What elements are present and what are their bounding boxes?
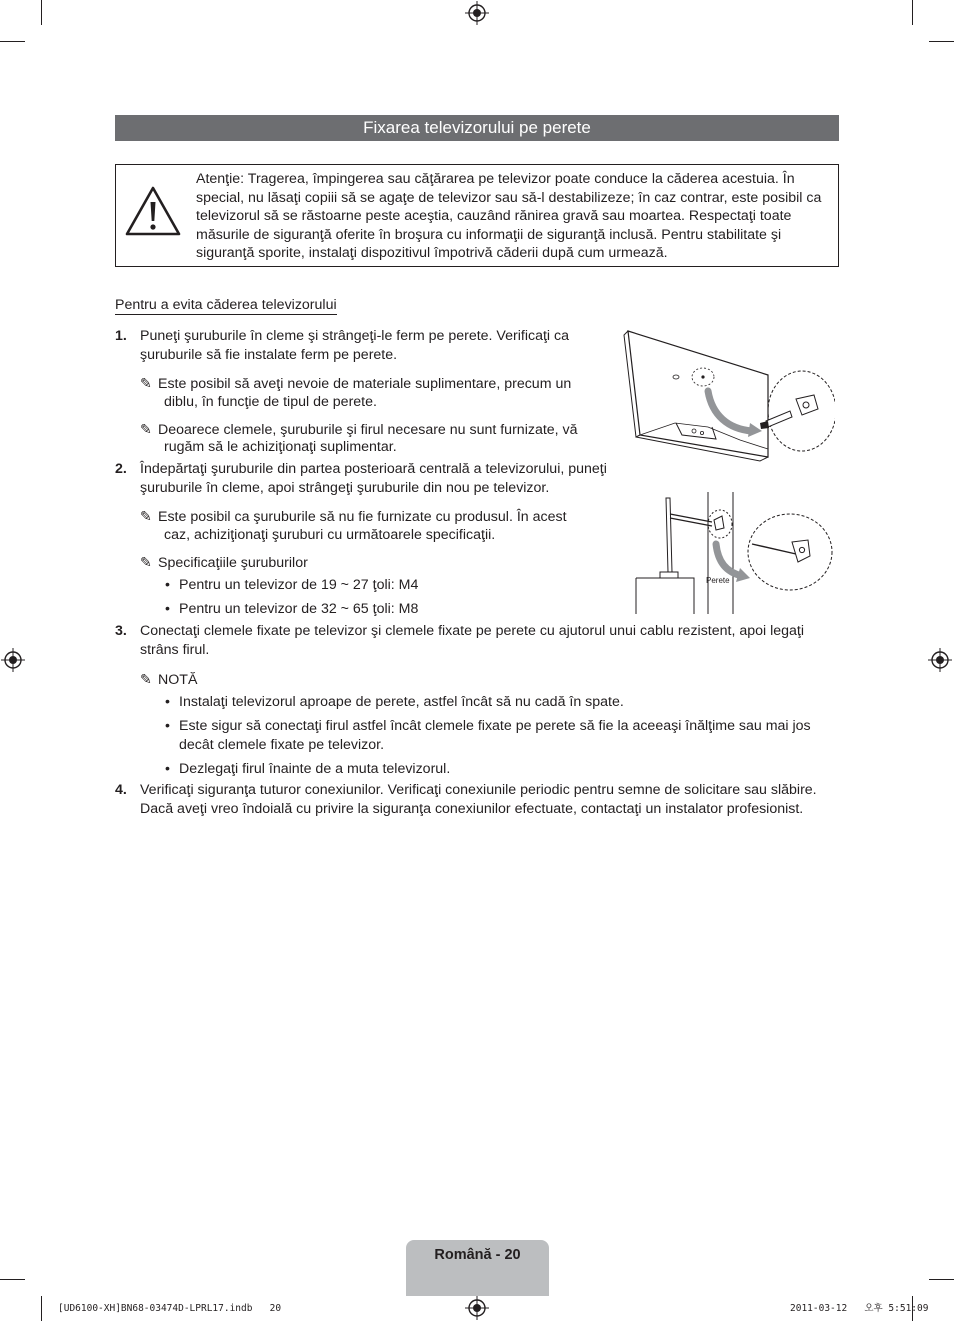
list-item-text: decât clemele fixate pe televizor. xyxy=(179,737,385,753)
step-text: strâns firul. xyxy=(140,642,210,658)
note-text: Deoarece clemele, şuruburile şi firul necesare nu sunt furnizate, vă xyxy=(158,422,578,438)
note-text: Specificaţiile şuruburilor xyxy=(158,555,308,571)
step-number: 1. xyxy=(115,328,127,344)
step-text: şuruburile să fie instalate ferm pe perete. xyxy=(140,347,398,363)
step-text: şuruburile în cleme, apoi strângeţi şuruburile din nou pe televizor. xyxy=(140,480,550,496)
list-item-text: Este sigur să conectaţi firul astfel încât clemele fixate pe perete să fie la aceeaşi înălţime sau mai jos xyxy=(179,718,811,734)
step-number: 4. xyxy=(115,782,127,798)
registration-mark-icon xyxy=(465,1,489,25)
list-item-text: Pentru un televizor de 19 ~ 27 ţoli: M4 xyxy=(179,577,419,593)
registration-mark-icon xyxy=(928,648,952,672)
step-number: 3. xyxy=(115,623,127,639)
list-item-text: Instalaţi televizorul aproape de perete, astfel încât să nu cadă în spate. xyxy=(179,694,624,710)
tv-wall-mount-illustration xyxy=(620,325,835,470)
crop-mark xyxy=(0,1279,25,1280)
step-text: Îndepărtaţi şuruburile din partea posterioară centrală a televizorului, puneţi xyxy=(140,461,607,477)
note-text: Este posibil să aveţi nevoie de materiale suplimentare, precum un xyxy=(158,376,572,392)
list-item-text: Pentru un televizor de 32 ~ 65 ţoli: M8 xyxy=(179,601,419,617)
step-text: Puneţi şuruburile în cleme şi strângeţi-le ferm pe perete. Verificaţi ca xyxy=(140,328,569,344)
crop-mark xyxy=(41,1296,42,1321)
note-item xyxy=(140,507,567,527)
note-text: diblu, în funcţie de tipul de perete. xyxy=(164,394,377,410)
print-info-right: 2011-03-12 오후 5:51:09 xyxy=(790,1303,929,1314)
note-text: caz, achiziţionaţi şuruburi cu următoarele specificaţii. xyxy=(164,527,496,543)
note-item xyxy=(140,553,308,573)
warning-box xyxy=(115,164,839,267)
crop-mark xyxy=(929,41,954,42)
crop-mark xyxy=(912,0,913,25)
section-heading: Pentru a evita căderea televizorului xyxy=(115,297,337,313)
page-number: Română - 20 xyxy=(434,1247,521,1263)
registration-mark-icon xyxy=(1,648,25,672)
registration-mark-icon xyxy=(465,1296,489,1320)
page-title: Fixarea televizorului pe perete xyxy=(115,115,839,141)
warning-text xyxy=(196,170,824,263)
wall-label: Perete xyxy=(706,576,730,585)
note-pencil-icon: ✎ xyxy=(140,554,152,570)
note-pencil-icon: ✎ xyxy=(140,671,152,687)
note-item xyxy=(140,670,197,690)
note-label: NOTĂ xyxy=(158,672,198,688)
note-pencil-icon: ✎ xyxy=(140,375,152,391)
crop-mark xyxy=(41,0,42,25)
crop-mark xyxy=(0,41,25,42)
step-text: Dacă aveţi vreo îndoială cu privire la siguranţa conexiunilor efectuate, contactaţi un instalator profesionist. xyxy=(140,801,804,817)
warning-label: Atenţie xyxy=(196,171,241,187)
wall-side-view-illustration xyxy=(630,492,835,614)
crop-mark xyxy=(929,1279,954,1280)
note-text: rugăm să le achiziţionaţi suplimentar. xyxy=(164,439,397,455)
warning-body: : Tragerea, împingerea sau căţărarea pe televizor poate conduce la căderea acestuia. În special, nu lăsaţi copiii să se agaţe de televizor sau să-l destabilizeze; în caz contrar, este posibil ca televizorul să se răstoarne peste aceştia, cauzând rănirea gravă sau moartea. Respectaţi toate măsurile de siguranţă oferite în broşura cu informaţii de siguranţă inclusă. Pentru stabilitate şi siguranţă sporite, instalaţi dispozitivul împotrivă căderii după cum urmează. xyxy=(196,171,822,262)
step-text: Conectaţi clemele fixate pe televizor şi clemele fixate pe perete cu ajutorul unui cablu rezistent, apoi legaţi xyxy=(140,623,805,639)
note-text: Este posibil ca şuruburile să nu fie furnizate cu produsul. În acest xyxy=(158,509,567,525)
step-text: Verificaţi siguranţa tuturor conexiunilor. Verificaţi conexiunile periodic pentru semne de solicitare sau slăbire. xyxy=(140,782,817,798)
step-number: 2. xyxy=(115,461,127,477)
note-pencil-icon: ✎ xyxy=(140,421,152,437)
print-info-left: [UD6100-XH]BN68-03474D-LPRL17.indb 20 xyxy=(58,1303,282,1314)
warning-triangle-icon xyxy=(124,185,182,237)
note-pencil-icon: ✎ xyxy=(140,508,152,524)
page-number-tab xyxy=(406,1240,549,1296)
list-item-text: Dezlegaţi firul înainte de a muta televizorul. xyxy=(179,761,451,777)
note-item xyxy=(140,420,578,440)
note-item xyxy=(140,374,571,394)
